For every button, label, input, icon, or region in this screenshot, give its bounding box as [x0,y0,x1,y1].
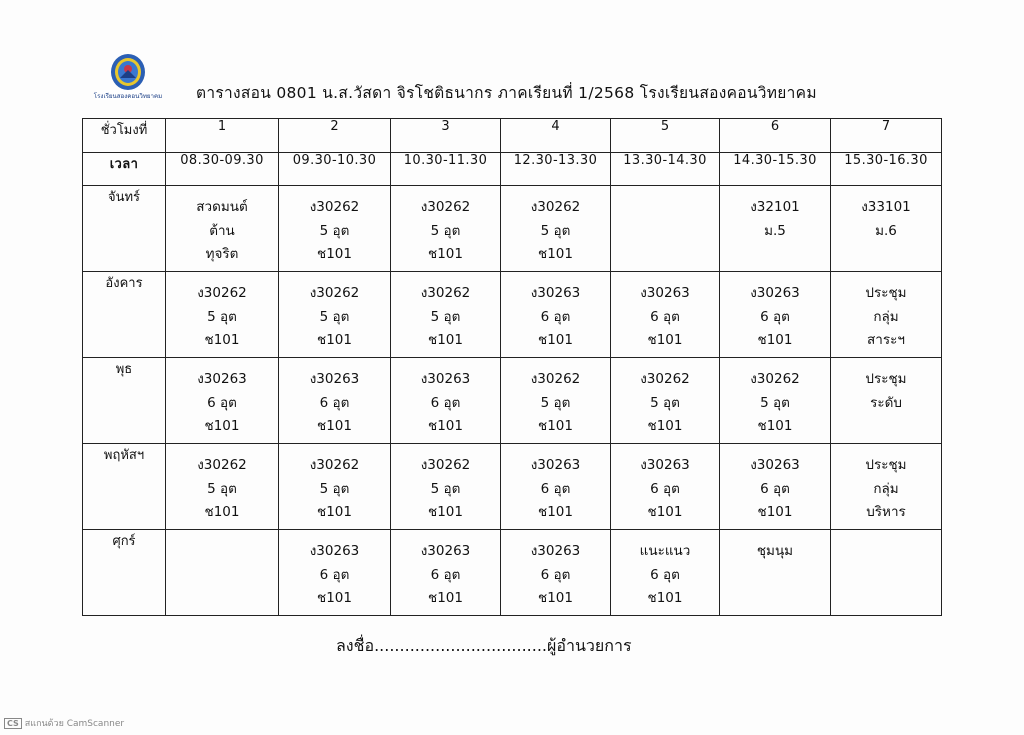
cell-line: ง32101 [750,199,800,215]
cell-line: 6 อุต [650,308,680,325]
schedule-cell [501,444,611,530]
schedule-cell [166,444,279,530]
schedule-cell [611,186,720,272]
cell-line: ทุจริต [205,246,239,262]
page-title: ตารางสอน 0801 น.ส.วัสดา จิรโชติธนากร ภาคเรียนที่ 1/2568 โรงเรียนสองคอนวิทยาคม [196,84,817,102]
cell-line: ประชุม [865,371,907,387]
cell-line: ช101 [647,332,683,348]
cell-line: ช101 [428,504,463,520]
period-6: 6 [720,119,831,153]
cell-line: ง30262 [530,371,581,387]
period-3: 3 [391,119,501,153]
schedule-cell [611,358,720,444]
cell-line: ง30262 [420,199,471,215]
cell-line: ง30263 [420,371,471,387]
time-2: 09.30-10.30 [279,153,391,186]
schedule-cell [720,444,831,530]
cell-line: ช101 [317,246,352,262]
schedule-cell [611,444,720,530]
schedule-cell [279,186,391,272]
cell-line: ช101 [647,418,683,434]
cell-line: ง30262 [309,457,360,473]
period-header-row [83,119,942,153]
cell-line: ง30262 [197,285,247,301]
schedule-cell [279,358,391,444]
schedule-cell [831,358,942,444]
cell-line: 6 อุต [207,394,237,411]
cell-line: สวดมนต์ [196,199,248,215]
schedule-cell [831,272,942,358]
watermark-text: สแกนด้วย CamScanner [24,719,125,729]
cell-line: ง30263 [309,543,360,559]
cell-line: ช101 [757,504,793,520]
schedule-cell [279,272,391,358]
cell-line: ม.5 [764,222,786,239]
cell-line: ง30263 [420,543,471,559]
schedule-cell [391,444,501,530]
cell-line: สาระฯ [867,332,905,348]
schedule-cell [501,186,611,272]
day-name: อังคาร [83,272,166,358]
schedule-cell [611,530,720,616]
cell-line: 5 อุต [650,394,680,411]
schedule-cell [391,530,501,616]
cell-line: ช101 [204,332,240,348]
cell-line: กลุ่ม [873,308,899,325]
cell-line: ง30263 [530,543,581,559]
cell-line: ง30262 [530,199,581,215]
schedule-cell [720,186,831,272]
cell-line: ง30262 [420,457,471,473]
schedule-cell [501,358,611,444]
cell-line: 6 อุต [760,308,790,325]
school-logo [92,50,164,104]
time-row [83,153,942,186]
cell-line: ง30263 [750,457,800,473]
cell-line: 5 อุต [319,222,350,239]
time-3: 10.30-11.30 [391,153,501,186]
cell-line: ช101 [428,246,463,262]
cell-line: 5 อุต [207,308,237,325]
day-name: พุธ [83,358,166,444]
time-7: 15.30-16.30 [831,153,942,186]
cell-line: 5 อุต [319,480,350,497]
period-label: ชั่วโมงที่ [83,119,166,153]
day-row [83,444,942,530]
period-2: 2 [279,119,391,153]
cell-line: 6 อุต [760,480,790,497]
cell-line: ง30263 [530,457,581,473]
day-row [83,272,942,358]
cell-line: 5 อุต [540,222,571,239]
period-7: 7 [831,119,942,153]
day-row [83,530,942,616]
cell-line: ง30262 [197,457,247,473]
schedule-cell [501,272,611,358]
cell-line: ช101 [428,332,463,348]
period-4: 4 [501,119,611,153]
cell-line: ง30263 [309,371,360,387]
cell-line: 6 อุต [650,480,680,497]
logo-text: โรงเรียนสองคอนวิทยาคม [93,93,163,100]
day-name: พฤหัสฯ [83,444,166,530]
cell-line: 6 อุต [540,566,571,583]
signature-line: ลงชื่อ..................................ผู้อำนวยการ [336,636,632,655]
schedule-cell [166,186,279,272]
cell-line: ง30262 [309,285,360,301]
schedule-cell [720,530,831,616]
cell-line: ง30262 [420,285,471,301]
cell-line: ช101 [204,418,240,434]
schedule-cell [166,358,279,444]
cell-line: 5 อุต [430,480,461,497]
period-1: 1 [166,119,279,153]
day-name: จันทร์ [83,186,166,272]
schedule-cell [720,272,831,358]
cell-line: ง30262 [750,371,800,387]
schedule-cell [831,444,942,530]
cell-line: ประชุม [865,457,907,473]
cell-line: 5 อุต [430,308,461,325]
day-name: ศุกร์ [83,530,166,616]
cell-line: ง30263 [640,457,690,473]
cell-line: บริหาร [866,504,906,520]
cell-line: 6 อุต [650,566,680,583]
cell-line: ช101 [317,418,352,434]
cell-line: ช101 [757,332,793,348]
day-rows [83,186,942,616]
schedule-cell [166,530,279,616]
cell-line: ช101 [538,418,573,434]
time-4: 12.30-13.30 [501,153,611,186]
time-label: เวลา [83,153,166,186]
cell-line: 5 อุต [430,222,461,239]
cell-line: 5 อุต [319,308,350,325]
cell-line: ช101 [538,504,573,520]
cell-line: ช101 [538,246,573,262]
time-1: 08.30-09.30 [166,153,279,186]
schedule-cell [391,272,501,358]
cell-line: ช101 [538,332,573,348]
schedule-cell [611,272,720,358]
schedule-cell [831,530,942,616]
cell-line: 5 อุต [540,394,571,411]
cell-line: 6 อุต [540,480,571,497]
cell-line: ช101 [317,504,352,520]
cell-line: ง30262 [309,199,360,215]
schedule-cell [279,444,391,530]
schedule-cell [831,186,942,272]
schedule-table [82,118,942,616]
scanner-watermark [4,716,124,730]
schedule-cell [391,186,501,272]
cell-line: 6 อุต [540,308,571,325]
cell-line: ง30263 [197,371,247,387]
cell-line: 5 อุต [760,394,790,411]
cell-line: ประชุม [865,285,907,301]
cell-line: ช101 [647,590,683,606]
cell-line: แนะแนว [639,543,691,559]
cell-line: ช101 [428,418,463,434]
cell-line: 6 อุต [319,394,350,411]
day-row [83,186,942,272]
cell-line: กลุ่ม [873,480,899,497]
time-5: 13.30-14.30 [611,153,720,186]
cell-line: 5 อุต [207,480,237,497]
cell-line: 6 อุต [319,566,350,583]
cell-line: ง33101 [861,199,911,215]
cell-line: ง30263 [530,285,581,301]
schedule-cell [391,358,501,444]
cell-line: ช101 [317,590,352,606]
cell-line: ง30263 [640,285,690,301]
schedule-cell [279,530,391,616]
time-6: 14.30-15.30 [720,153,831,186]
schedule-cell [501,530,611,616]
cell-line: ช101 [204,504,240,520]
cell-line: 6 อุต [430,566,461,583]
schedule-cell [720,358,831,444]
cell-line: ม.6 [875,222,897,239]
cell-line: ช101 [317,332,352,348]
cell-line: ง30262 [640,371,690,387]
schedule-cell [166,272,279,358]
cell-line: ระดับ [870,394,902,411]
cell-line: 6 อุต [430,394,461,411]
cell-line: ช101 [757,418,793,434]
period-5: 5 [611,119,720,153]
day-row [83,358,942,444]
cell-line: ช101 [428,590,463,606]
cell-line: ง30263 [750,285,800,301]
cell-line: ต้าน [209,222,235,239]
camscanner-icon: CS [4,718,22,729]
cell-line: ชุมนุม [756,543,794,559]
cell-line: ช101 [647,504,683,520]
cell-line: ช101 [538,590,573,606]
